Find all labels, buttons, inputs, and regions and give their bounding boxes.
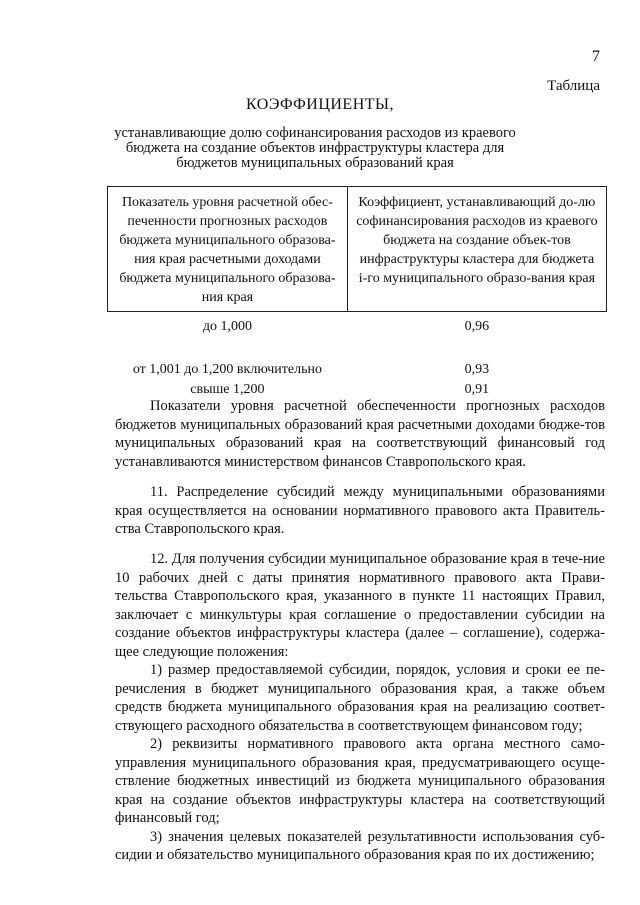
paragraph-indicators [115,397,605,471]
paragraph-text: 11. Распределение субсидий между муниципальными образованиями края осуществляется на основании нормативного правового акта Правитель-ства Ставропольского края. [115,484,605,537]
table-cell-coef: 0,93 [464,362,490,377]
table-header-indicator: Показатель уровня расчетной обес-печенности прогнозных расходов бюджета муниципального образова-ния края расчетными доходами бюджета муниципального образова-ния края [108,187,348,312]
table-header-coefficient: Коэффициент, устанавливающий до-лю софинансирования расходов из краевого бюджета на создание объек-тов инфраструктуры кластера для бюджета i-го муниципального образо-вания края [347,187,606,312]
table-cell-range: свыше 1,200 [190,382,265,397]
table-cell-range: до 1,000 [202,319,252,334]
document-subtitle: устанавливающие долю софинансирования расходов из краевого бюджета на создание объектов инфраструктуры кластера для бюджетов муниципальных образований края [114,125,516,171]
table-cell-coef: 0,96 [464,319,490,334]
table-row [108,342,607,378]
list-item: 1) размер предоставляемой субсидии, порядок, условия и сроки ее пе-речисления в бюджет муниципального образования края, а также объем средств бюджета муниципального образования края на реализацию соответ-ствующего расходного обязательства в соответствующем финансовом году; [115,662,605,734]
table-cell-range: от 1,001 до 1,200 включительно [132,362,322,377]
document-title: КОЭФФИЦИЕНТЫ, [246,96,394,113]
table-cell-coef: 0,91 [464,382,490,397]
list-item: 2) реквизиты нормативного правового акта органа местного само-управления муниципального образования края, предусматривающего осуще-ствление бюджетных инвестиций из бюджета муниципального образования края на создание объектов инфраструктуры кластера на соответствующий финансовый год; [115,736,605,826]
paragraph-11 [115,483,605,539]
paragraph-text: 12. Для получения субсидии муниципальное образование края в тече-ние 10 рабочих дней с даты принятия нормативного правового акта Прави-тельства Ставропольского края, указанного в пункте 11 настоящих Правил, заключает с минкультуры края соглашение о предоставлении субсидии на создание объектов инфраструктуры кластера (далее – соглашение), содержа-щее следующие положения: [115,551,605,660]
coefficients-table [107,186,607,402]
page-number: 7 [592,48,600,65]
table-row [108,312,607,343]
list-item: 3) значения целевых показателей результативности использования суб-сидии и обязательство муниципального образования края по их достижению; [115,828,605,863]
table-label: Таблица [547,78,600,94]
paragraph-text: Показатели уровня расчетной обеспеченности прогнозных расходов бюджетов муниципальных образований края расчетными доходами бюдже-тов муниципальных образований края на соответствующий финансовый год устанавливаются министерством финансов Ставропольского края. [115,398,605,470]
paragraph-12 [115,550,605,865]
